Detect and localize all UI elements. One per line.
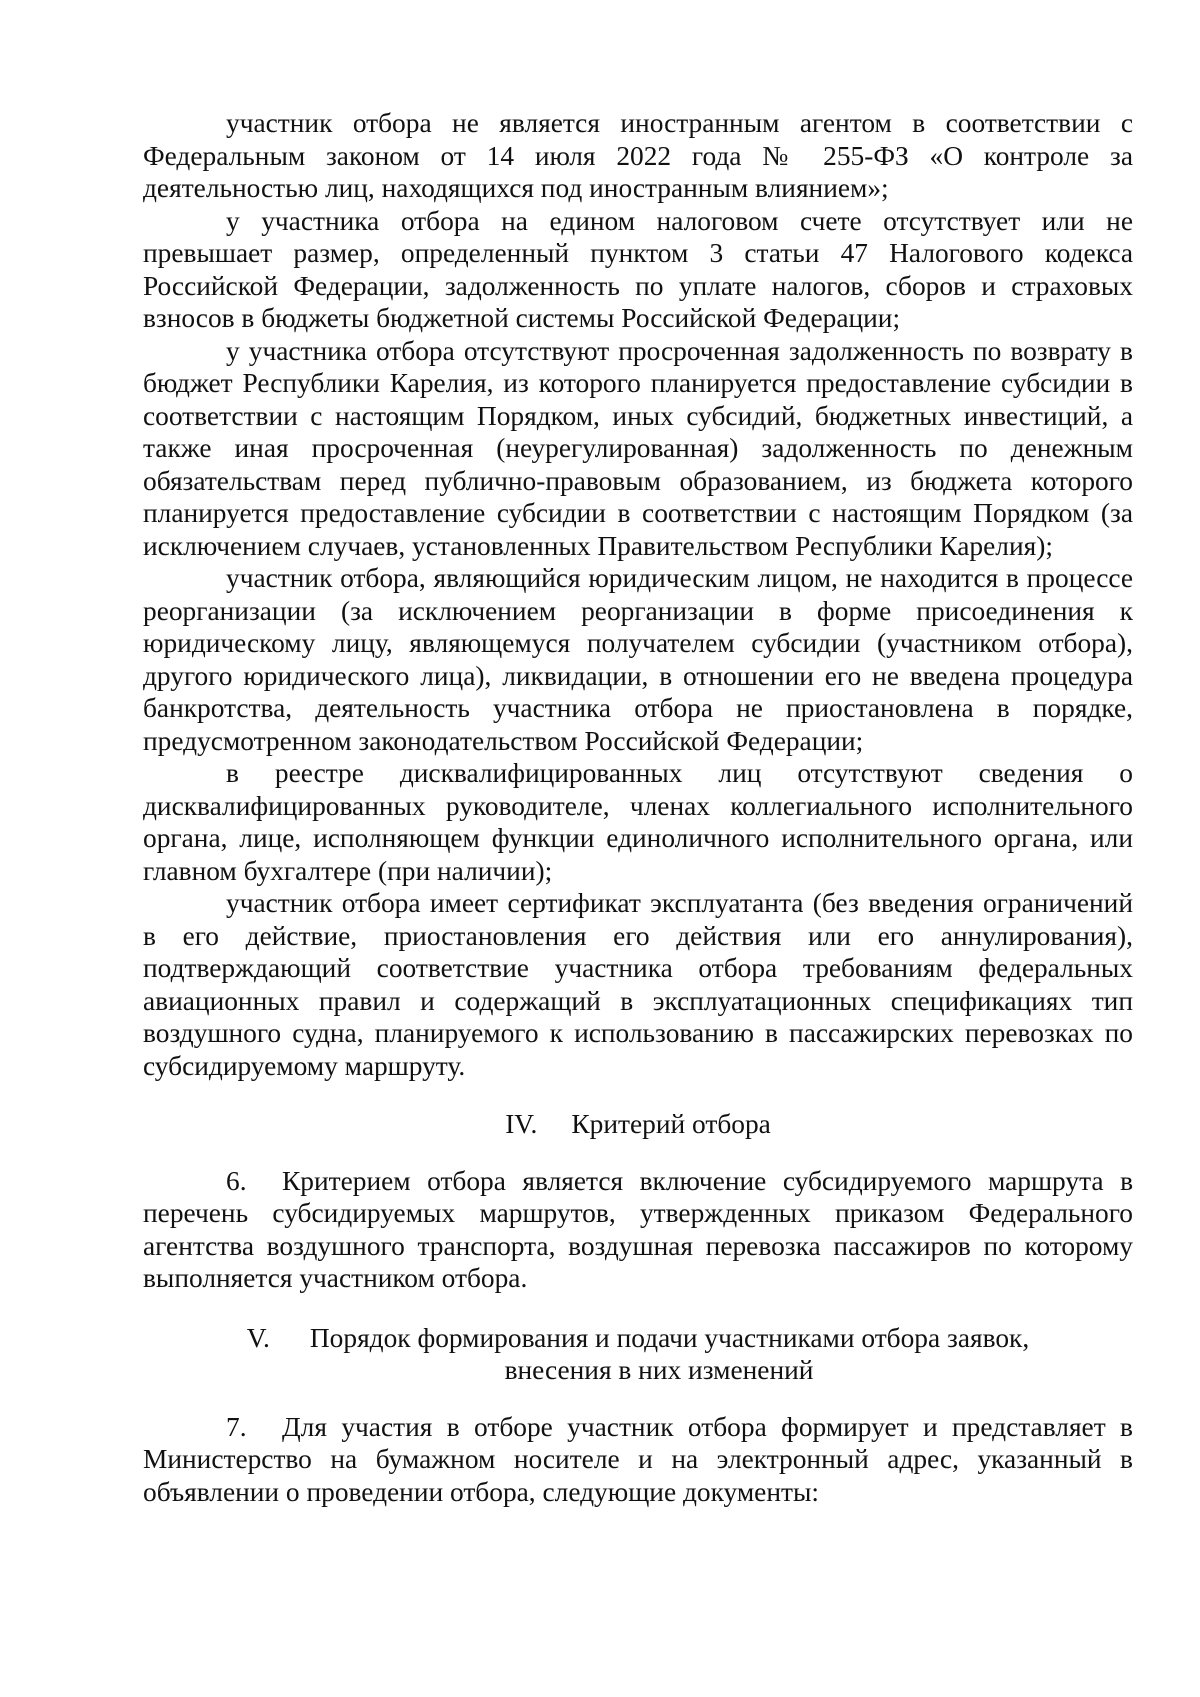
section-v-title-line1: Порядок формирования и подачи участниками отбора заявок, (309, 1322, 1030, 1353)
section-iv-heading (143, 1108, 1133, 1141)
item-6-text: Критерием отбора является включение субсидируемого маршрута в перечень субсидируемых маршрутов, утвержденных приказом Федерального агентства воздушного транспорта, воздушная перевозка пассажиров по которому выполняется участником отбора. (143, 1165, 1133, 1293)
section-v-title-line2: внесения в них изменений (504, 1355, 814, 1385)
section-iv-title: Критерий отбора (571, 1109, 771, 1139)
section-v-number: V. (246, 1322, 270, 1353)
item-6-number: 6. (226, 1165, 247, 1196)
paragraph-tax-debt: у участника отбора на едином налоговом счете отсутствует или не превышает размер, определенный пунктом 3 статьи 47 Налогового кодекса Российской Федерации, задолженность по уплате налогов, сборов и страховых взносов в бюджеты бюджетной системы Российской Федерации; (143, 205, 1133, 333)
paragraph-operator-certificate: участник отбора имеет сертификат эксплуатанта (без введения ограничений в его действие, приостановления его действия или его аннулирования), подтверждающий соответствие участника отбора требованиям федеральных авиационных правил и содержащий в эксплуатационных спецификациях тип воздушного судна, планируемого к использованию в пассажирских перевозках по субсидируемому маршруту. (143, 888, 1133, 1081)
paragraph-reorganization: участник отбора, являющийся юридическим лицом, не находится в процессе реорганизации (за исключением реорганизации в форме присоединения к юридическому лицу, являющемуся получателем субсидии (участником отбора), другого юридического лица), ликвидации, в отношении его не введена процедура банкротства, деятельность участника отбора не приостановлена в порядке, предусмотренном законодательством Российской Федерации; (143, 563, 1133, 756)
item-7 (143, 1411, 1133, 1509)
document-page (143, 107, 1133, 1508)
item-7-text: Для участия в отборе участник отбора формирует и представляет в Министерство на бумажном носителе и на электронный адрес, указанный в объявлении о проведении отбора, следующие документы: (143, 1411, 1133, 1507)
section-iv-number: IV. (505, 1109, 538, 1139)
item-7-number: 7. (226, 1411, 247, 1442)
paragraph-foreign-agent: участник отбора не является иностранным агентом в соответствии с Федеральным законом от 14 июля 2022 года № 255-ФЗ «О контроле за деятельностью лиц, находящихся под иностранным влиянием»; (143, 108, 1133, 203)
paragraph-budget-debt: у участника отбора отсутствуют просроченная задолженность по возврату в бюджет Республики Карелия, из которого планируется предоставление субсидии в соответствии с настоящим Порядком, иных субсидий, бюджетных инвестиций, а также иная просроченная (неурегулированная) задолженность по денежным обязательствам перед публично-правовым образованием, из бюджета которого планируется предоставление субсидии в соответствии с настоящим Порядком (за исключением случаев, установленных Правительством Республики Карелия); (143, 335, 1133, 561)
paragraph-disqualified-registry: в реестре дисквалифицированных лиц отсутствуют сведения о дисквалифицированных руководителе, членах коллегиального исполнительного органа, лице, исполняющем функции единоличного исполнительного органа, или главном бухгалтере (при наличии); (143, 758, 1133, 886)
section-v-heading (143, 1322, 1133, 1387)
item-6 (143, 1165, 1133, 1295)
